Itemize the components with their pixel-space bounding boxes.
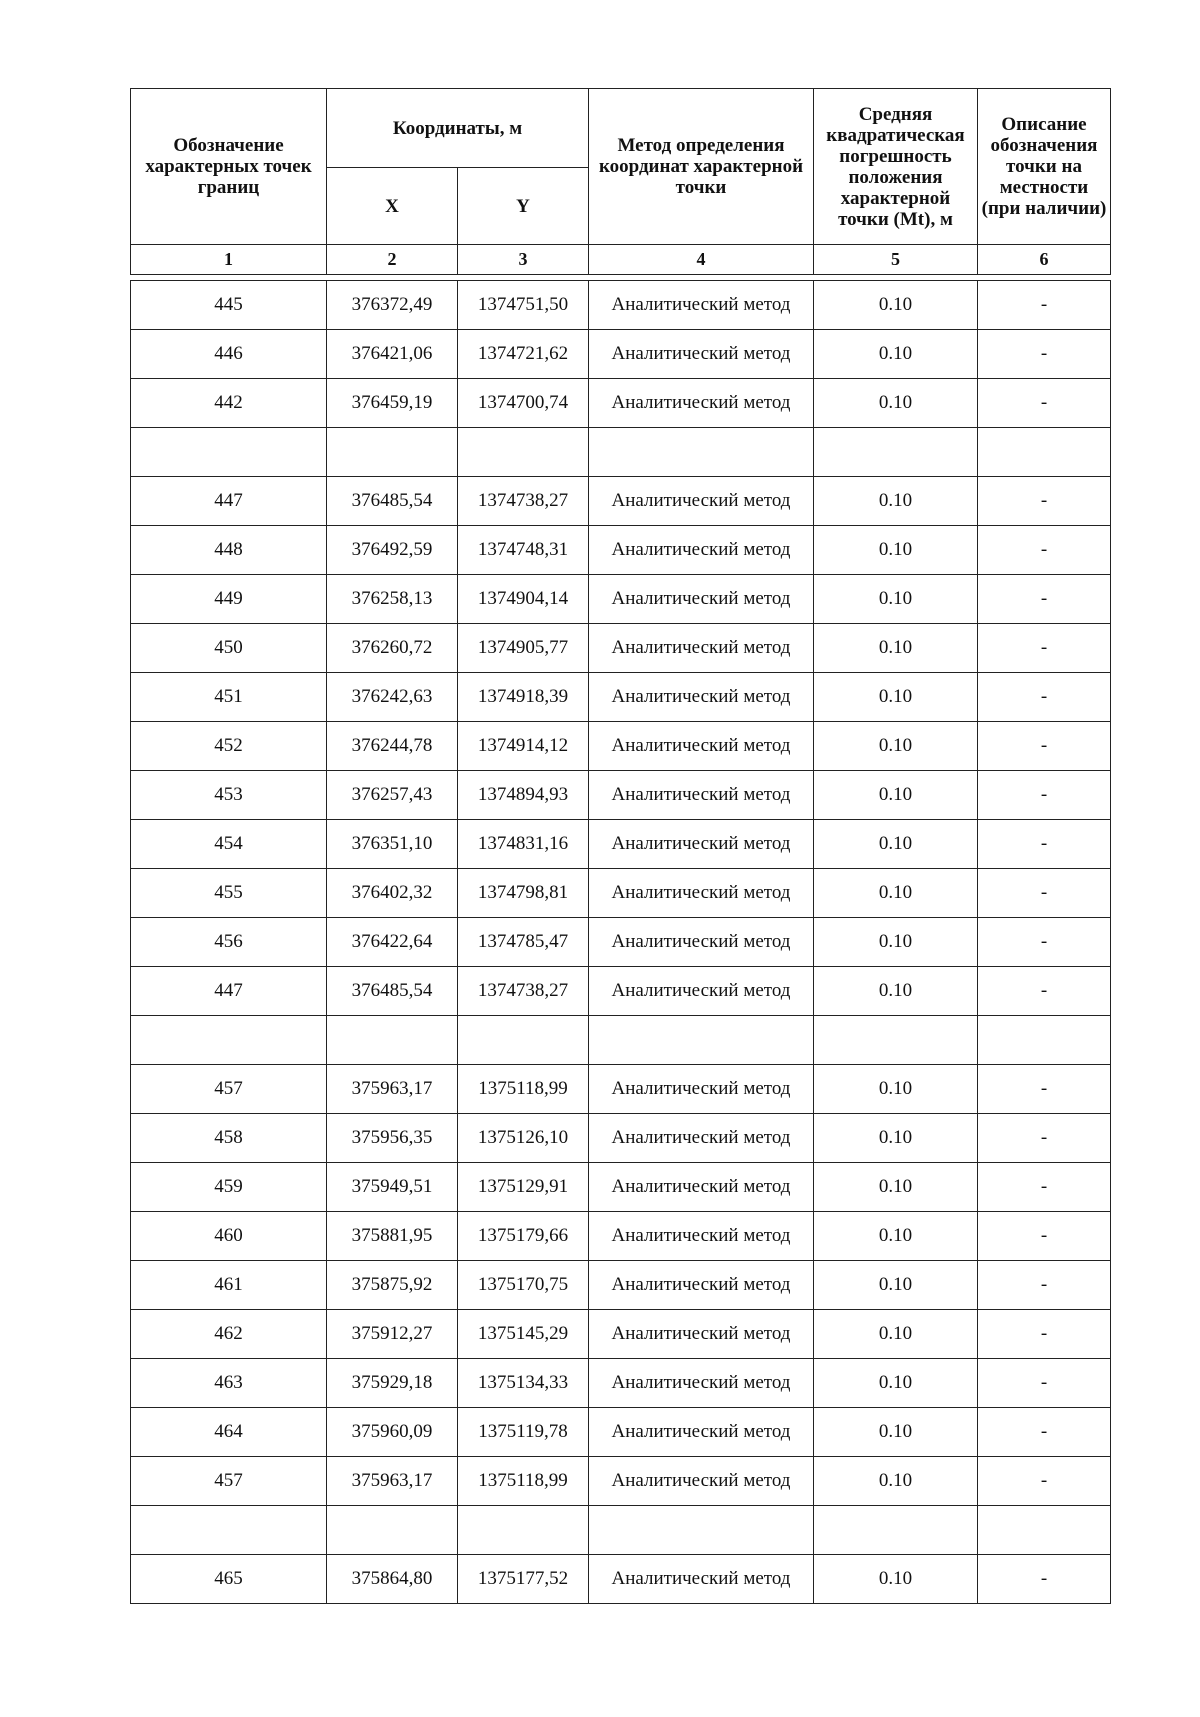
header-point-designation: Обозначение характерных точек границ <box>131 89 327 245</box>
point-cell: 463 <box>131 1359 327 1408</box>
table-row <box>131 820 1111 869</box>
table-row <box>131 1114 1111 1163</box>
point-cell <box>131 428 327 477</box>
table-row <box>131 673 1111 722</box>
point-cell: 457 <box>131 1457 327 1506</box>
method-cell: Аналитический метод <box>589 526 814 575</box>
description-cell: - <box>978 281 1111 330</box>
mean-error-cell: 0.10 <box>814 624 978 673</box>
x-coordinate-cell: 375881,95 <box>327 1212 458 1261</box>
method-cell: Аналитический метод <box>589 1212 814 1261</box>
x-coordinate-cell: 376485,54 <box>327 967 458 1016</box>
point-cell: 442 <box>131 379 327 428</box>
y-coordinate-cell: 1374918,39 <box>458 673 589 722</box>
header-mean-error: Средняя квадратическая погрешность положения характерной точки (Mt), м <box>814 89 978 245</box>
method-cell: Аналитический метод <box>589 1457 814 1506</box>
x-coordinate-cell: 376459,19 <box>327 379 458 428</box>
y-coordinate-cell: 1375170,75 <box>458 1261 589 1310</box>
point-cell: 454 <box>131 820 327 869</box>
x-coordinate-cell: 376242,63 <box>327 673 458 722</box>
mean-error-cell: 0.10 <box>814 1114 978 1163</box>
x-coordinate-cell: 375960,09 <box>327 1408 458 1457</box>
method-cell: Аналитический метод <box>589 1408 814 1457</box>
point-cell <box>131 1506 327 1555</box>
x-coordinate-cell: 375963,17 <box>327 1457 458 1506</box>
point-cell: 459 <box>131 1163 327 1212</box>
description-cell: - <box>978 1114 1111 1163</box>
y-coordinate-cell: 1374914,12 <box>458 722 589 771</box>
point-cell: 446 <box>131 330 327 379</box>
table-row <box>131 869 1111 918</box>
mean-error-cell: 0.10 <box>814 526 978 575</box>
method-cell: Аналитический метод <box>589 967 814 1016</box>
coordinates-table <box>130 280 1111 1604</box>
point-cell: 452 <box>131 722 327 771</box>
description-cell: - <box>978 918 1111 967</box>
method-cell: Аналитический метод <box>589 673 814 722</box>
x-coordinate-cell: 376421,06 <box>327 330 458 379</box>
column-number: 1 <box>131 245 327 275</box>
header-method: Метод определения координат характерной точки <box>589 89 814 245</box>
x-coordinate-cell: 375949,51 <box>327 1163 458 1212</box>
table-row <box>131 1457 1111 1506</box>
y-coordinate-cell: 1375177,52 <box>458 1555 589 1604</box>
x-coordinate-cell: 376492,59 <box>327 526 458 575</box>
description-cell: - <box>978 869 1111 918</box>
point-cell: 457 <box>131 1065 327 1114</box>
description-cell: - <box>978 771 1111 820</box>
mean-error-cell: 0.10 <box>814 281 978 330</box>
table-body <box>131 281 1111 1604</box>
method-cell: Аналитический метод <box>589 1163 814 1212</box>
x-coordinate-cell: 375929,18 <box>327 1359 458 1408</box>
point-cell: 460 <box>131 1212 327 1261</box>
table-row <box>131 330 1111 379</box>
point-cell: 445 <box>131 281 327 330</box>
x-coordinate-cell: 376422,64 <box>327 918 458 967</box>
table-row <box>131 526 1111 575</box>
y-coordinate-cell: 1375118,99 <box>458 1457 589 1506</box>
y-coordinate-cell: 1374894,93 <box>458 771 589 820</box>
y-coordinate-cell: 1375126,10 <box>458 1114 589 1163</box>
method-cell: Аналитический метод <box>589 869 814 918</box>
description-cell: - <box>978 379 1111 428</box>
mean-error-cell: 0.10 <box>814 1310 978 1359</box>
table-row <box>131 722 1111 771</box>
table-row <box>131 1555 1111 1604</box>
y-coordinate-cell <box>458 1506 589 1555</box>
description-cell: - <box>978 1310 1111 1359</box>
table-row <box>131 1016 1111 1065</box>
description-cell <box>978 428 1111 477</box>
mean-error-cell: 0.10 <box>814 1359 978 1408</box>
method-cell <box>589 428 814 477</box>
table-row <box>131 1261 1111 1310</box>
y-coordinate-cell <box>458 428 589 477</box>
point-cell: 447 <box>131 967 327 1016</box>
table-row <box>131 771 1111 820</box>
y-coordinate-cell: 1375134,33 <box>458 1359 589 1408</box>
method-cell: Аналитический метод <box>589 1359 814 1408</box>
table-row <box>131 1065 1111 1114</box>
mean-error-cell: 0.10 <box>814 673 978 722</box>
description-cell: - <box>978 575 1111 624</box>
y-coordinate-cell: 1375145,29 <box>458 1310 589 1359</box>
method-cell: Аналитический метод <box>589 379 814 428</box>
description-cell: - <box>978 1457 1111 1506</box>
table-row <box>131 379 1111 428</box>
y-coordinate-cell: 1374798,81 <box>458 869 589 918</box>
column-number: 2 <box>327 245 458 275</box>
mean-error-cell: 0.10 <box>814 379 978 428</box>
method-cell: Аналитический метод <box>589 1310 814 1359</box>
y-coordinate-cell: 1374700,74 <box>458 379 589 428</box>
mean-error-cell: 0.10 <box>814 722 978 771</box>
mean-error-cell: 0.10 <box>814 771 978 820</box>
y-coordinate-cell: 1374905,77 <box>458 624 589 673</box>
description-cell: - <box>978 967 1111 1016</box>
method-cell: Аналитический метод <box>589 1065 814 1114</box>
method-cell: Аналитический метод <box>589 820 814 869</box>
mean-error-cell: 0.10 <box>814 1457 978 1506</box>
mean-error-cell: 0.10 <box>814 1163 978 1212</box>
mean-error-cell: 0.10 <box>814 967 978 1016</box>
point-cell <box>131 1016 327 1065</box>
x-coordinate-cell: 376485,54 <box>327 477 458 526</box>
y-coordinate-cell: 1374785,47 <box>458 918 589 967</box>
table-row <box>131 1310 1111 1359</box>
table-row <box>131 1163 1111 1212</box>
point-cell: 450 <box>131 624 327 673</box>
column-number-row <box>131 245 1111 275</box>
description-cell: - <box>978 1555 1111 1604</box>
point-cell: 458 <box>131 1114 327 1163</box>
mean-error-cell: 0.10 <box>814 575 978 624</box>
y-coordinate-cell: 1374904,14 <box>458 575 589 624</box>
mean-error-cell: 0.10 <box>814 1261 978 1310</box>
x-coordinate-cell: 375912,27 <box>327 1310 458 1359</box>
header-x: X <box>327 168 458 245</box>
mean-error-cell: 0.10 <box>814 820 978 869</box>
method-cell: Аналитический метод <box>589 624 814 673</box>
y-coordinate-cell: 1374738,27 <box>458 967 589 1016</box>
description-cell: - <box>978 820 1111 869</box>
method-cell: Аналитический метод <box>589 1261 814 1310</box>
method-cell: Аналитический метод <box>589 771 814 820</box>
column-number: 3 <box>458 245 589 275</box>
mean-error-cell <box>814 428 978 477</box>
description-cell: - <box>978 1408 1111 1457</box>
method-cell: Аналитический метод <box>589 575 814 624</box>
point-cell: 464 <box>131 1408 327 1457</box>
column-number: 5 <box>814 245 978 275</box>
table-row <box>131 575 1111 624</box>
point-cell: 462 <box>131 1310 327 1359</box>
x-coordinate-cell: 376260,72 <box>327 624 458 673</box>
y-coordinate-cell: 1374721,62 <box>458 330 589 379</box>
x-coordinate-cell: 376257,43 <box>327 771 458 820</box>
point-cell: 456 <box>131 918 327 967</box>
table-row <box>131 428 1111 477</box>
method-cell <box>589 1506 814 1555</box>
method-cell: Аналитический метод <box>589 1114 814 1163</box>
table-row <box>131 281 1111 330</box>
point-cell: 455 <box>131 869 327 918</box>
method-cell: Аналитический метод <box>589 330 814 379</box>
x-coordinate-cell <box>327 1016 458 1065</box>
method-cell: Аналитический метод <box>589 722 814 771</box>
method-cell: Аналитический метод <box>589 918 814 967</box>
point-cell: 461 <box>131 1261 327 1310</box>
coordinates-document <box>130 88 1110 1604</box>
mean-error-cell: 0.10 <box>814 330 978 379</box>
column-number: 4 <box>589 245 814 275</box>
table-row <box>131 1408 1111 1457</box>
point-cell: 451 <box>131 673 327 722</box>
description-cell: - <box>978 673 1111 722</box>
mean-error-cell: 0.10 <box>814 869 978 918</box>
y-coordinate-cell: 1374831,16 <box>458 820 589 869</box>
description-cell <box>978 1506 1111 1555</box>
mean-error-cell <box>814 1016 978 1065</box>
point-cell: 465 <box>131 1555 327 1604</box>
y-coordinate-cell: 1374748,31 <box>458 526 589 575</box>
table-row <box>131 1506 1111 1555</box>
x-coordinate-cell <box>327 1506 458 1555</box>
description-cell <box>978 1016 1111 1065</box>
method-cell: Аналитический метод <box>589 477 814 526</box>
description-cell: - <box>978 1359 1111 1408</box>
y-coordinate-cell: 1375129,91 <box>458 1163 589 1212</box>
x-coordinate-cell <box>327 428 458 477</box>
y-coordinate-cell: 1375179,66 <box>458 1212 589 1261</box>
x-coordinate-cell: 376351,10 <box>327 820 458 869</box>
description-cell: - <box>978 1065 1111 1114</box>
y-coordinate-cell: 1374751,50 <box>458 281 589 330</box>
point-cell: 447 <box>131 477 327 526</box>
x-coordinate-cell: 375864,80 <box>327 1555 458 1604</box>
mean-error-cell: 0.10 <box>814 1555 978 1604</box>
y-coordinate-cell <box>458 1016 589 1065</box>
mean-error-cell: 0.10 <box>814 1065 978 1114</box>
mean-error-cell <box>814 1506 978 1555</box>
mean-error-cell: 0.10 <box>814 1408 978 1457</box>
header-description: Описание обозначения точки на местности (при наличии) <box>978 89 1111 245</box>
table-row <box>131 918 1111 967</box>
description-cell: - <box>978 1261 1111 1310</box>
mean-error-cell: 0.10 <box>814 1212 978 1261</box>
description-cell: - <box>978 624 1111 673</box>
y-coordinate-cell: 1375118,99 <box>458 1065 589 1114</box>
description-cell: - <box>978 526 1111 575</box>
method-cell: Аналитический метод <box>589 281 814 330</box>
table-row <box>131 967 1111 1016</box>
y-coordinate-cell: 1374738,27 <box>458 477 589 526</box>
x-coordinate-cell: 376244,78 <box>327 722 458 771</box>
table-header <box>130 88 1111 275</box>
header-y: Y <box>458 168 589 245</box>
description-cell: - <box>978 1212 1111 1261</box>
point-cell: 453 <box>131 771 327 820</box>
x-coordinate-cell: 376372,49 <box>327 281 458 330</box>
x-coordinate-cell: 376402,32 <box>327 869 458 918</box>
point-cell: 448 <box>131 526 327 575</box>
header-coordinates: Координаты, м <box>327 89 589 168</box>
description-cell: - <box>978 330 1111 379</box>
column-number: 6 <box>978 245 1111 275</box>
mean-error-cell: 0.10 <box>814 477 978 526</box>
table-row <box>131 477 1111 526</box>
table-row <box>131 1212 1111 1261</box>
method-cell <box>589 1016 814 1065</box>
point-cell: 449 <box>131 575 327 624</box>
table-row <box>131 1359 1111 1408</box>
x-coordinate-cell: 375956,35 <box>327 1114 458 1163</box>
mean-error-cell: 0.10 <box>814 918 978 967</box>
method-cell: Аналитический метод <box>589 1555 814 1604</box>
y-coordinate-cell: 1375119,78 <box>458 1408 589 1457</box>
description-cell: - <box>978 477 1111 526</box>
description-cell: - <box>978 1163 1111 1212</box>
table-row <box>131 624 1111 673</box>
x-coordinate-cell: 375963,17 <box>327 1065 458 1114</box>
x-coordinate-cell: 376258,13 <box>327 575 458 624</box>
x-coordinate-cell: 375875,92 <box>327 1261 458 1310</box>
description-cell: - <box>978 722 1111 771</box>
